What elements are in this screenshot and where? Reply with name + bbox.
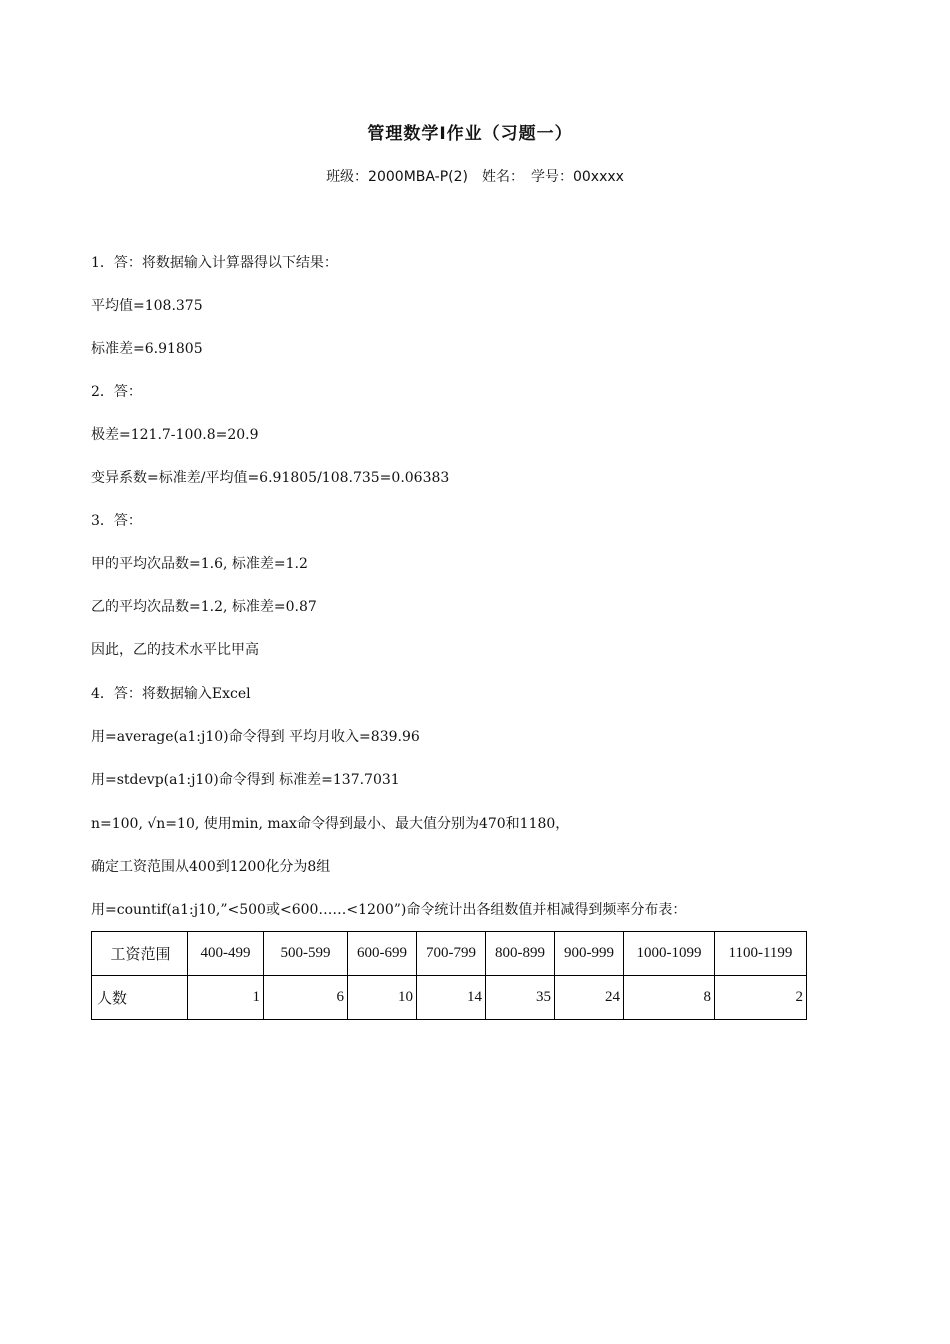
- answer-line: 用=average(a1:j10)命令得到 平均月收入=839.96: [91, 729, 420, 745]
- answer-line: 因此，乙的技术水平比甲高: [91, 642, 259, 658]
- count-cell: 35: [486, 976, 555, 1020]
- frequency-table: [91, 931, 807, 1020]
- table-row: [92, 932, 807, 976]
- answer-line: 1．答：将数据输入计算器得以下结果：: [91, 255, 338, 271]
- answer-line: 用=countif(a1:j10,”<500或<600……<1200”)命令统计出各组数值并相减得到频率分布表：: [91, 902, 687, 918]
- row-label-range: 工资范围: [92, 932, 188, 976]
- answer-line: 4．答：将数据输入Excel: [91, 686, 251, 702]
- count-cell: 10: [348, 976, 417, 1020]
- table-row: [92, 976, 807, 1020]
- range-cell: 600-699: [348, 932, 417, 976]
- answer-line: 2．答：: [91, 384, 142, 400]
- count-cell: 14: [417, 976, 486, 1020]
- range-cell: 1000-1099: [624, 932, 715, 976]
- count-cell: 2: [715, 976, 807, 1020]
- answer-line: 极差=121.7-100.8=20.9: [91, 427, 259, 443]
- answer-line: 确定工资范围从400到1200化分为8组: [91, 859, 331, 875]
- student-info: 班级：2000MBA-P(2) 姓名： 学号：00xxxx: [326, 169, 624, 185]
- count-cell: 1: [188, 976, 264, 1020]
- answer-line: 3．答：: [91, 513, 142, 529]
- range-cell: 400-499: [188, 932, 264, 976]
- document-title: 管理数学Ⅰ作业（习题一）: [367, 124, 573, 144]
- answer-line: 标准差=6.91805: [91, 341, 203, 357]
- answer-line: n=100, √n=10, 使用min, max命令得到最小、最大值分别为470和1180，: [91, 816, 570, 832]
- range-cell: 900-999: [555, 932, 624, 976]
- answer-line: 平均值=108.375: [91, 298, 203, 314]
- answer-line: 乙的平均次品数=1.2, 标准差=0.87: [91, 599, 317, 615]
- range-cell: 500-599: [264, 932, 348, 976]
- answer-line: 变异系数=标准差/平均值=6.91805/108.735=0.06383: [91, 470, 450, 486]
- range-cell: 700-799: [417, 932, 486, 976]
- answer-line: 用=stdevp(a1:j10)命令得到 标准差=137.7031: [91, 772, 400, 788]
- count-cell: 8: [624, 976, 715, 1020]
- row-label-count: 人数: [92, 976, 188, 1020]
- count-cell: 6: [264, 976, 348, 1020]
- count-cell: 24: [555, 976, 624, 1020]
- answer-line: 甲的平均次品数=1.6, 标准差=1.2: [91, 556, 308, 572]
- range-cell: 800-899: [486, 932, 555, 976]
- range-cell: 1100-1199: [715, 932, 807, 976]
